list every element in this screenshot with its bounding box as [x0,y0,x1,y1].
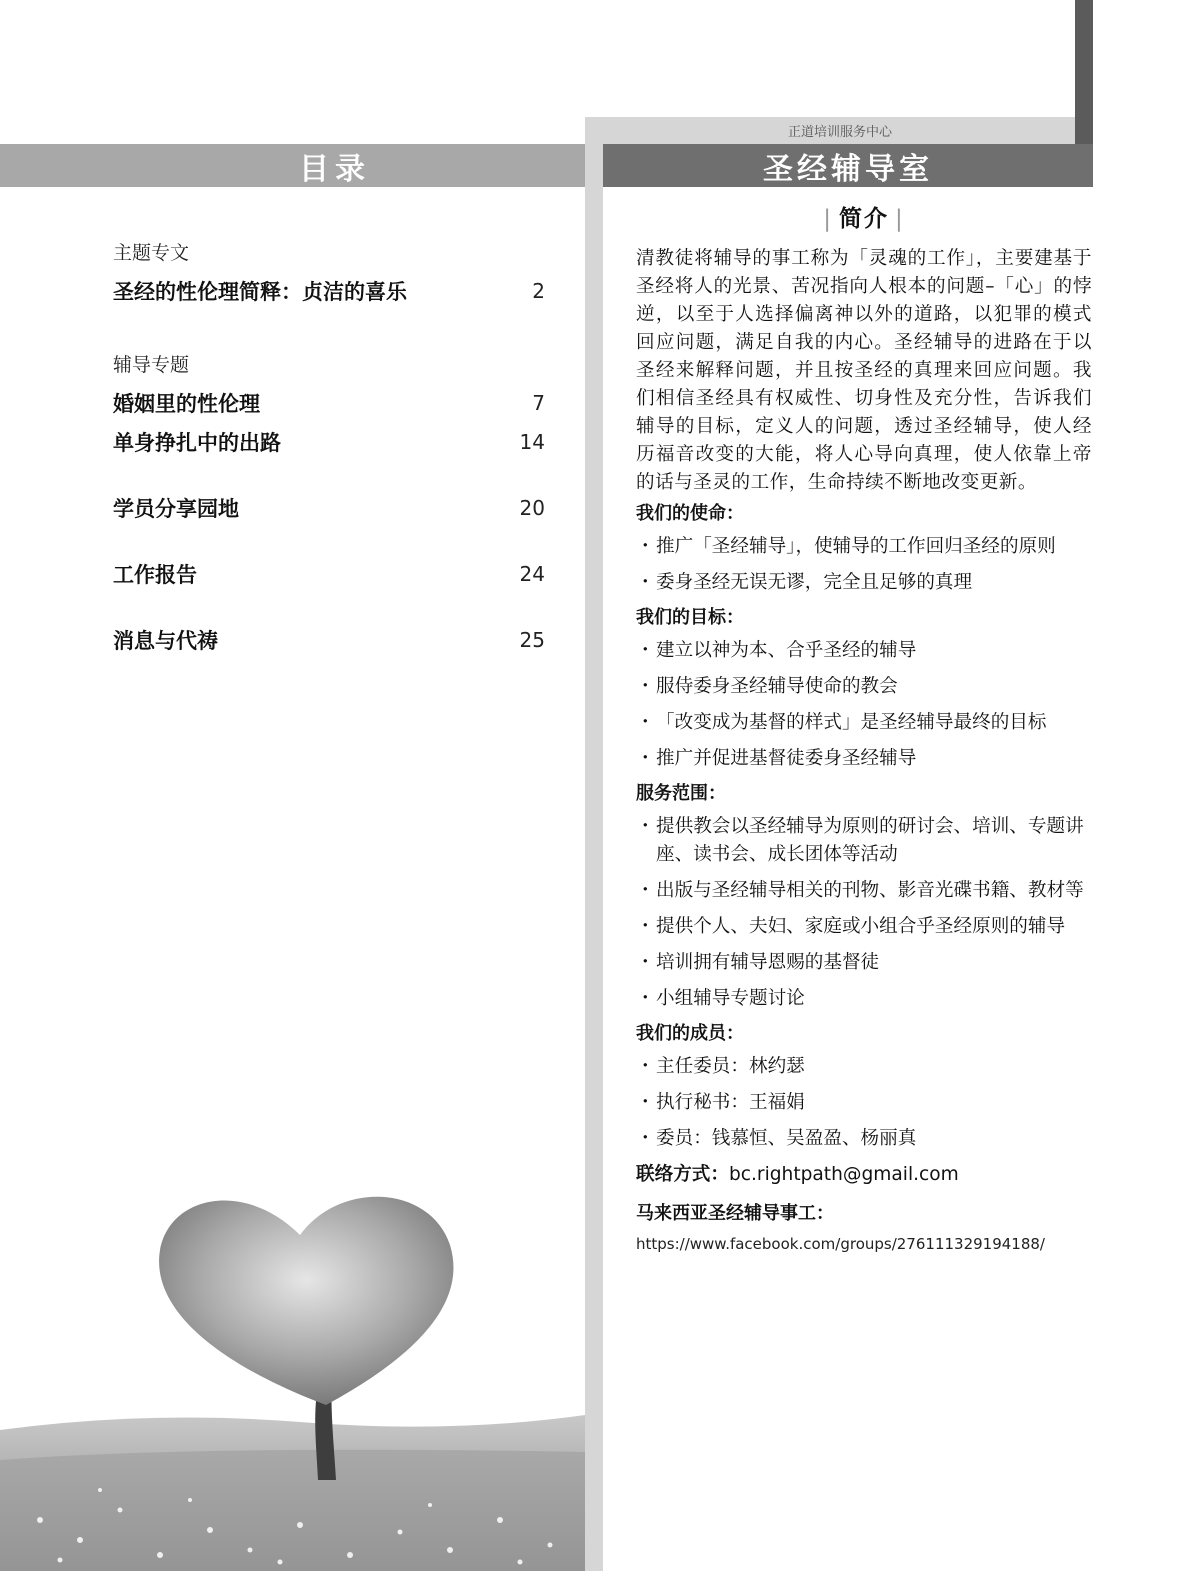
facebook-group-link[interactable]: https://www.facebook.com/groups/276111329194188/ [636,1235,1045,1253]
subtitle-bar [585,117,1075,144]
toc-entry-title: 婚姻里的性伦理 [113,392,260,416]
list-item: ・建立以神为本、合乎圣经的辅导 [636,640,917,661]
toc-entry-page: 14 [519,430,545,454]
list-item: ・委员：钱慕恒、吴盈盈、杨丽真 [636,1128,917,1149]
intro-paragraph: 清教徒将辅导的事工称为「灵魂的工作」，主要建基于圣经将人的光景、苦况指向人根本的问题–「心」的悖逆，以至于人选择偏离神以外的道路，以犯罪的模式回应问题，满足自我的内心。圣经辅导的进路在于以圣经来解释问题，并且按圣经的真理来回应问题。我们相信圣经具有权威性、切身性及充分性，告诉我们辅导的目标，定义人的问题，透过圣经辅导，使人经历福音改变的大能，将人心导向真理，使人依靠上帝的话与圣灵的工作，生命持续不断地改变更新。 [636,248,1092,493]
table-of-contents [113,238,553,656]
toc-entry-title: 消息与代祷 [113,629,218,653]
list-item: ・提供教会以圣经辅导为原则的研讨会、培训、专题讲座、读书会、成长团体等活动 [636,816,1084,865]
list-item: ・小组辅导专题讨论 [636,988,805,1009]
goals-heading: 我们的目标： [636,607,744,628]
toc-entry-page: 2 [532,279,545,303]
introduction-column [636,200,1092,1255]
mission-heading: 我们的使命： [636,503,744,524]
list-item: ・出版与圣经辅导相关的刊物、影音光碟书籍、教材等 [636,880,1084,901]
list-item: ・主任委员：林约瑟 [636,1056,805,1077]
toc-entry-page: 20 [519,496,545,520]
toc-entry-page: 7 [532,391,545,415]
list-item: ・执行秘书：王福娟 [636,1092,805,1113]
contact-label: 联络方式： [636,1164,729,1185]
toc-entry[interactable] [113,380,553,426]
list-item: ・推广并促进基督徒委身圣经辅导 [636,748,917,769]
toc-section-label: 主题专文 [113,242,190,264]
contact-email[interactable]: bc.rightpath@gmail.com [728,1164,959,1185]
contact-line [636,1161,1092,1189]
toc-entry-title: 单身挣扎中的出路 [113,431,281,455]
intro-title-text: 简介 [839,206,889,232]
toc-entry[interactable] [113,268,553,314]
toc-entry[interactable] [113,624,553,656]
toc-entry[interactable] [113,558,553,590]
list-item: ・委身圣经无误无谬，完全且足够的真理 [636,572,973,593]
intro-heading: | 简介 | [823,206,905,232]
malaysia-heading: 马来西亚圣经辅导事工： [636,1203,834,1224]
toc-entry-title: 圣经的性伦理简释：贞洁的喜乐 [113,280,407,304]
list-item: ・服侍委身圣经辅导使命的教会 [636,676,898,697]
toc-entry[interactable] [113,492,553,524]
list-item: ・提供个人、夫妇、家庭或小组合乎圣经原则的辅导 [636,916,1066,937]
list-item: ・培训拥有辅导恩赐的基督徒 [636,952,880,973]
toc-section-label: 辅导专题 [113,354,190,376]
organization-name: 正道培训服务中心 [787,125,892,140]
section-title: 圣经辅导室 [763,151,933,187]
toc-header-bar [0,144,585,187]
toc-entry[interactable] [113,426,553,458]
list-item: ・推广「圣经辅导」，使辅导的工作回归圣经的原则 [636,536,1056,557]
toc-entry-page: 25 [519,628,545,652]
toc-title: 目录 [299,151,371,187]
toc-entry-title: 学员分享园地 [113,497,239,521]
members-heading: 我们的成员： [636,1023,744,1044]
heart-tree-illustration [0,1160,585,1571]
services-heading: 服务范围： [636,783,726,804]
toc-entry-title: 工作报告 [113,563,197,587]
toc-entry-page: 24 [519,562,545,586]
section-header-bar [603,144,1093,187]
column-divider [585,117,603,1571]
list-item: ・「改变成为基督的样式」是圣经辅导最终的目标 [636,712,1047,733]
